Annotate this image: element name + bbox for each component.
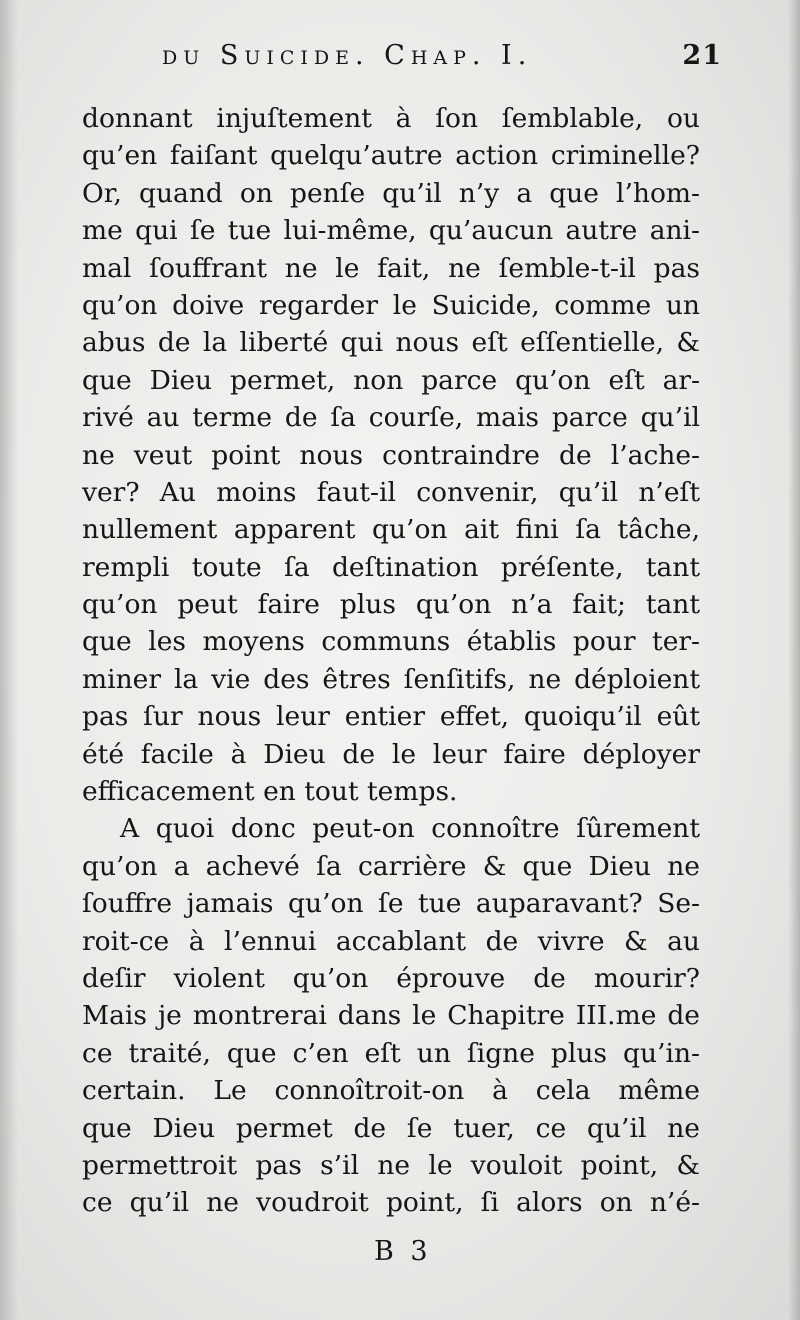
text-line: donnant injuſtement à ſon ſemblable, ou: [82, 103, 700, 134]
text-line: que Dieu permet, non parce qu’on eſt ar-: [82, 364, 700, 396]
text-line: nullement apparent qu’on ait fini ſa tâche,: [82, 514, 700, 546]
text-line: ce traité, que c’en eſt un ſigne plus qu’in-: [82, 1037, 700, 1069]
text-line: qu’on doive regarder le Suicide, comme un: [82, 289, 700, 321]
body-text: [82, 100, 700, 1222]
text-line: A quoi donc peut-on connoître ſûrement: [120, 813, 700, 845]
page-number: 21: [682, 40, 722, 71]
text-line: mal ſouffrant ne le fait, ne ſemble-t-il pas: [82, 252, 700, 284]
text-line: abus de la liberté qui nous eſt eſſentielle, &: [82, 327, 700, 359]
text-line: que les moyens communs établis pour ter-: [82, 626, 700, 658]
text-line: miner la vie des êtres ſenſitifs, ne déploient: [82, 663, 700, 695]
text-line: ver? Au moins faut-il convenir, qu’il n’eſt: [82, 476, 700, 508]
text-line: ſouffre jamais qu’on ſe tue auparavant? Se-: [82, 888, 700, 920]
text-line: qu’on a achevé ſa carrière & que Dieu ne: [82, 850, 700, 882]
text-line: me qui ſe tue lui-même, qu’aucun autre ani-: [82, 215, 700, 247]
text-line: qu’en faiſant quelqu’autre action criminelle?: [82, 140, 700, 172]
text-line: rempli toute ſa deſtination préſente, tant: [82, 551, 700, 583]
text-line: ne veut point nous contraindre de l’ache-: [82, 439, 700, 471]
text-line: été facile à Dieu de le leur faire déployer: [82, 738, 700, 770]
text-line: efficacement en tout temps.: [82, 776, 458, 808]
text-line: Mais je montrerai dans le Chapitre III.me de: [82, 1000, 700, 1032]
text-line: que Dieu permet de ſe tuer, ce qu’il ne: [82, 1112, 700, 1144]
text-line: pas ſur nous leur entier effet, quoiqu’il eût: [82, 701, 700, 733]
text-line: deſir violent qu’on éprouve de mourir?: [82, 962, 700, 994]
text-line: rivé au terme de ſa courſe, mais parce qu’il: [82, 402, 700, 434]
text-line: Or, quand on penſe qu’il n’y a que l’hom-: [82, 177, 700, 209]
text-line: permettroit pas s’il ne le vouloit point, &: [82, 1149, 700, 1181]
text-line: qu’on peut faire plus qu’on n’a fait; tant: [82, 589, 700, 621]
text-line: ce qu’il ne voudroit point, ſi alors on n’é-: [82, 1187, 700, 1219]
running-title: du Suicide. Chap. I.: [162, 40, 533, 71]
text-line: certain. Le connoîtroit-on à cela même: [82, 1075, 700, 1107]
running-header: [162, 40, 722, 80]
signature-mark: B 3: [374, 1236, 432, 1267]
text-line: roit-ce à l’ennui accablant de vivre & au: [82, 925, 700, 957]
